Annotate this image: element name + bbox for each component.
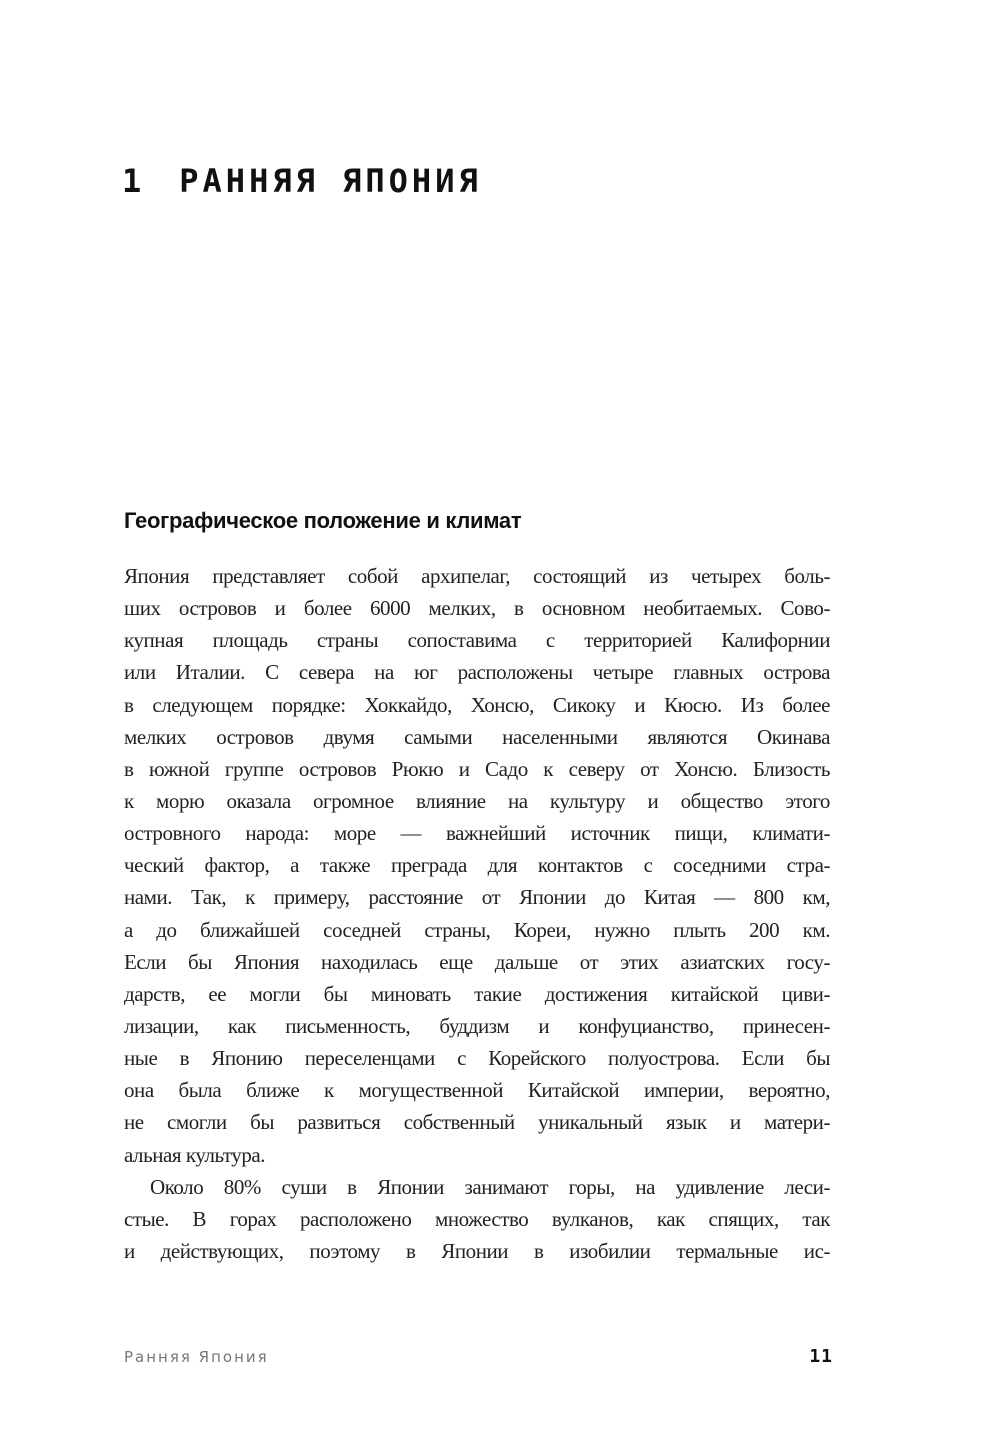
- text-line: она была ближе к могущественной Китайской империи, вероятно,: [124, 1078, 830, 1103]
- text-line: дарств, ее могли бы миновать такие достижения китайской циви-: [124, 981, 830, 1006]
- text-line: островного народа: море — важнейший источник пищи, климати-: [124, 821, 830, 846]
- text-line: не смогли бы развиться собственный уникальный язык и матери-: [124, 1110, 830, 1135]
- text-line: в следующем порядке: Хоккайдо, Хонсю, Сикоку и Кюсю. Из более: [124, 692, 830, 717]
- text-line: в южной группе островов Рюкю и Садо к северу от Хонсю. Близость: [124, 756, 830, 781]
- body-text: [124, 560, 830, 1267]
- chapter-number: 1: [122, 162, 146, 200]
- text-line: Если бы Япония находилась еще дальше от этих азиатских госу-: [124, 949, 830, 974]
- text-line: альная культура.: [124, 1142, 266, 1167]
- section-title: Географическое положение и климат: [124, 508, 522, 533]
- text-line: ших островов и более 6000 мелких, в основном необитаемых. Сово-: [124, 596, 830, 621]
- page-number: 11: [809, 1346, 833, 1367]
- text-line: мелких островов двумя самыми населенными являются Окинава: [124, 724, 830, 749]
- text-line: а до ближайшей соседней страны, Кореи, нужно плыть 200 км.: [124, 917, 830, 942]
- chapter-heading: [122, 162, 482, 200]
- text-line: нами. Так, к примеру, расстояние от Японии до Китая — 800 км,: [124, 885, 830, 910]
- text-line: купная площадь страны сопоставима с территорией Калифорнии: [124, 628, 830, 653]
- text-line: или Италии. С севера на юг расположены четыре главных острова: [124, 660, 830, 685]
- text-line: к морю оказала огромное влияние на культуру и общество этого: [124, 788, 830, 813]
- running-title: Ранняя Япония: [124, 1348, 269, 1366]
- text-line: и действующих, поэтому в Японии в изобилии термальные ис-: [124, 1238, 830, 1263]
- chapter-title: РАННЯЯ ЯПОНИЯ: [179, 162, 482, 200]
- text-line: ные в Японию переселенцами с Корейского полуострова. Если бы: [124, 1046, 830, 1071]
- text-line: Япония представляет собой архипелаг, состоящий из четырех боль-: [124, 564, 830, 588]
- text-line: Около 80% суши в Японии занимают горы, на удивление леси-: [150, 1174, 830, 1199]
- text-line: ческий фактор, а также преграда для контактов с соседними стра-: [124, 853, 830, 878]
- text-line: стые. В горах расположено множество вулканов, как спящих, так: [124, 1206, 830, 1231]
- text-line: лизации, как письменность, буддизм и конфуцианство, принесен-: [124, 1013, 830, 1038]
